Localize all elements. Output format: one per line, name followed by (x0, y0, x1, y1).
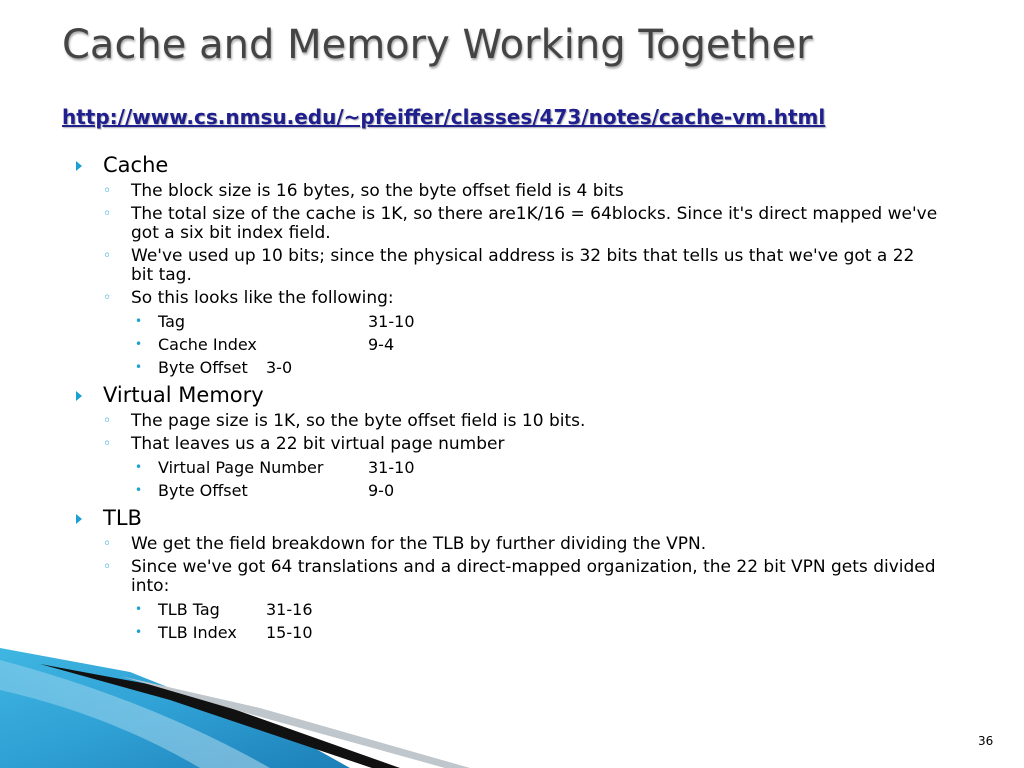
circle-bullet-icon: ◦ (103, 183, 112, 199)
list-item-text: So this looks like the following: (131, 288, 394, 308)
dot-bullet-icon: • (135, 314, 143, 328)
circle-bullet-icon: ◦ (103, 559, 112, 575)
circle-bullet-icon: ◦ (103, 436, 112, 452)
list-item-text: We've used up 10 bits; since the physical address is 32 bits that tells us that we've got a 22 bit tag. (131, 246, 915, 285)
dot-bullet-icon: • (135, 360, 143, 374)
section-heading-label: Virtual Memory (103, 383, 264, 407)
list-item-text: Since we've got 64 translations and a direct-mapped organization, the 22 bit VPN gets divided into: (131, 557, 936, 596)
slide-title: Cache and Memory Working Together (62, 22, 813, 68)
field-name: Tag (158, 312, 186, 331)
circle-bullet-icon: ◦ (103, 413, 112, 429)
field-name: Byte Offset (158, 481, 248, 500)
circle-bullet-icon: ◦ (103, 536, 112, 552)
field-bits: 15-10 (266, 623, 313, 642)
dot-bullet-icon: • (135, 625, 143, 639)
circle-bullet-icon: ◦ (103, 290, 112, 306)
list-item-text: The total size of the cache is 1K, so there are1K/16 = 64blocks. Since it's direct mapped we've got a six bit index field. (131, 204, 938, 243)
dot-bullet-icon: • (135, 337, 143, 351)
field-bits: 31-16 (266, 600, 313, 619)
dot-bullet-icon: • (135, 483, 143, 497)
field-name: TLB Tag (158, 600, 220, 619)
section-heading-label: TLB (103, 506, 142, 530)
title-link[interactable]: http://www.cs.nmsu.edu/~pfeiffer/classes/473/notes/cache-vm.html (62, 105, 826, 129)
field-bits: 9-0 (368, 481, 395, 500)
list-item-text: The page size is 1K, so the byte offset field is 10 bits. (131, 411, 586, 431)
field-name: TLB Index (158, 623, 237, 642)
section-heading-label: Cache (103, 153, 169, 177)
field-bits: 31-10 (368, 312, 415, 331)
field-bits: 31-10 (368, 458, 415, 477)
list-item-text: The block size is 16 bytes, so the byte offset field is 4 bits (131, 181, 624, 201)
dot-bullet-icon: • (135, 460, 143, 474)
page-number: 36 (978, 734, 994, 748)
dot-bullet-icon: • (135, 602, 143, 616)
field-bits: 9-4 (368, 335, 395, 354)
circle-bullet-icon: ◦ (103, 206, 112, 222)
field-name: Cache Index (158, 335, 257, 354)
list-item-text: We get the field breakdown for the TLB by further dividing the VPN. (131, 534, 707, 554)
field-name: Virtual Page Number (158, 458, 324, 477)
circle-bullet-icon: ◦ (103, 248, 112, 264)
field-name: Byte Offset (158, 358, 248, 377)
field-bits: 3-0 (266, 358, 293, 377)
list-item-text: That leaves us a 22 bit virtual page number (131, 434, 505, 454)
